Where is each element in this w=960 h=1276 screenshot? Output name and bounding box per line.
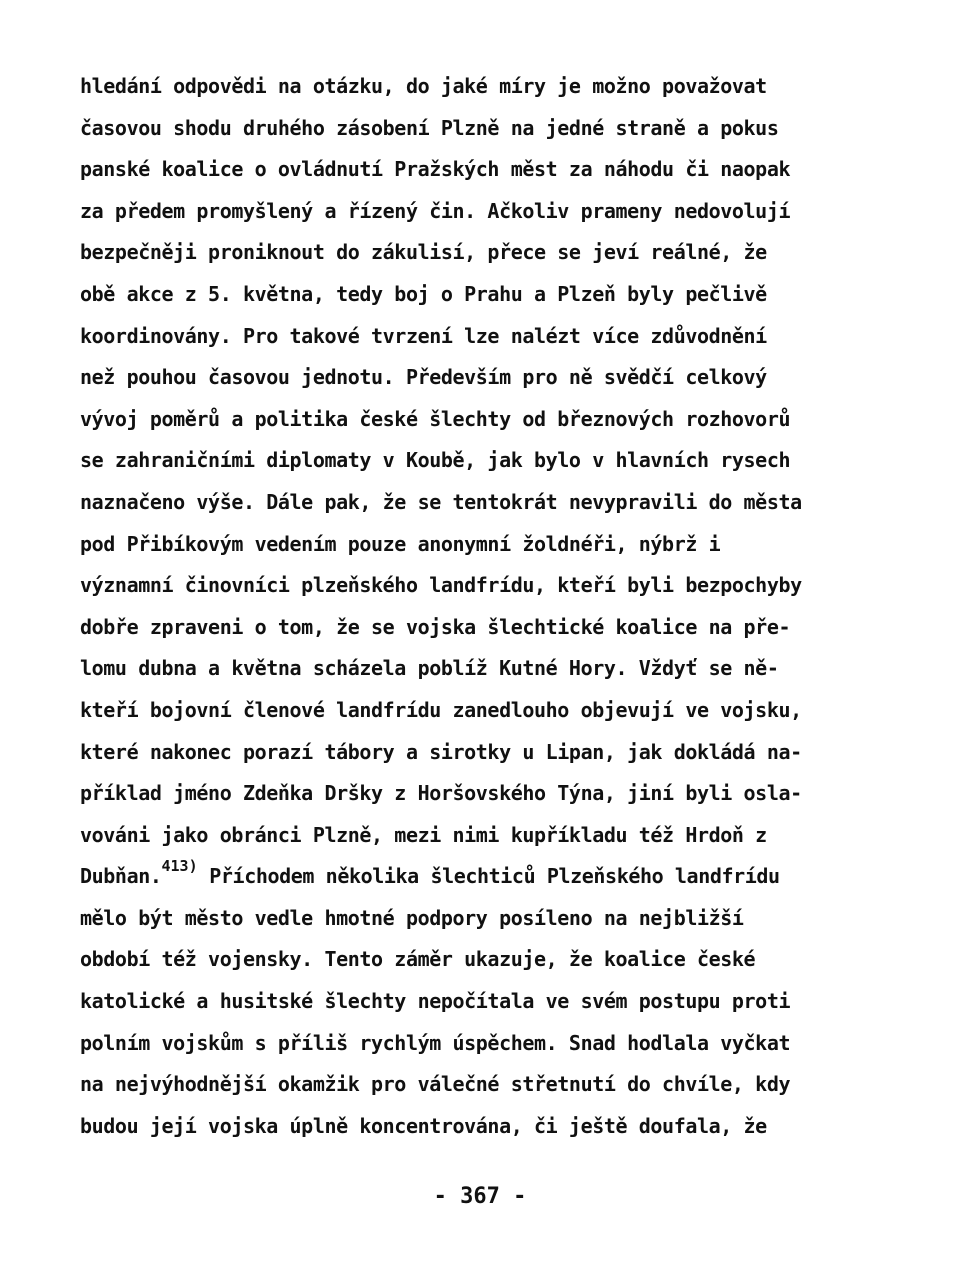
text-line: polním vojskům s příliš rychlým úspěchem. Snad hodlala vyčkat	[80, 1030, 791, 1055]
text-line: budou její vojska úplně koncentrována, či ještě doufala, že	[80, 1113, 767, 1138]
page-number: - 367 -	[433, 1184, 527, 1209]
text-segment: Příchodem několika šlechticů Plzeňského landfrídu	[197, 864, 780, 889]
footnote-text-line	[80, 856, 880, 898]
text-line: katolické a husitské šlechty nepočítala ve svém postupu proti	[80, 989, 791, 1014]
text-line: dobře zpraveni o tom, že se vojska šlechtické koalice na pře-	[80, 614, 791, 639]
text-line: obě akce z 5. května, tedy boj o Prahu a Plzeň byly pečlivě	[80, 281, 767, 306]
text-line: se zahraničními diplomaty v Koubě, jak bylo v hlavních rysech	[80, 448, 791, 473]
text-line: panské koalice o ovládnutí Pražských měst za náhodu či naopak	[80, 157, 791, 182]
footnote-marker: 413)	[161, 857, 198, 876]
text-segment: Dubňan.	[80, 864, 162, 889]
text-line: naznačeno výše. Dále pak, že se tentokrát nevypravili do města	[80, 489, 802, 514]
text-line: hledání odpovědi na otázku, do jaké míry je možno považovat	[80, 74, 767, 98]
text-line: než pouhou časovou jednotu. Především pro ně svědčí celkový	[80, 365, 767, 390]
text-line: pod Přibíkovým vedením pouze anonymní žoldnéři, nýbrž i	[80, 531, 721, 556]
text-line: které nakonec porazí tábory a sirotky u Lipan, jak dokládá na-	[80, 739, 802, 764]
text-line: koordinovány. Pro takové tvrzení lze nalézt více zdůvodnění	[80, 323, 767, 348]
text-line: mělo být město vedle hmotné podpory posíleno na nejbližší	[80, 905, 744, 930]
text-line: významní činovníci plzeňského landfrídu, kteří byli bezpochyby	[80, 573, 802, 598]
text-line: vývoj poměrů a politika české šlechty od březnových rozhovorů	[80, 406, 791, 431]
text-line: vováni jako obránci Plzně, mezi nimi kupříkladu též Hrdoň z	[80, 822, 767, 847]
text-line: za předem promyšlený a řízený čin. Ačkoliv prameny nedovolují	[80, 198, 791, 223]
body-text	[80, 66, 880, 1147]
text-line: lomu dubna a května scházela poblíž Kutné Hory. Vždyť se ně-	[80, 656, 779, 681]
text-line: období též vojensky. Tento záměr ukazuje, že koalice české	[80, 947, 756, 972]
text-line: časovou shodu druhého zásobení Plzně na jedné straně a pokus	[80, 115, 779, 140]
text-line: bezpečněji proniknout do zákulisí, přece se jeví reálné, že	[80, 240, 767, 265]
text-line: na nejvýhodnější okamžik pro válečné střetnutí do chvíle, kdy	[80, 1072, 791, 1097]
text-line: kteří bojovní členové landfrídu zanedlouho objevují ve vojsku,	[80, 697, 802, 722]
text-line: příklad jméno Zdeňka Dršky z Horšovského Týna, jiní byli osla-	[80, 781, 802, 806]
